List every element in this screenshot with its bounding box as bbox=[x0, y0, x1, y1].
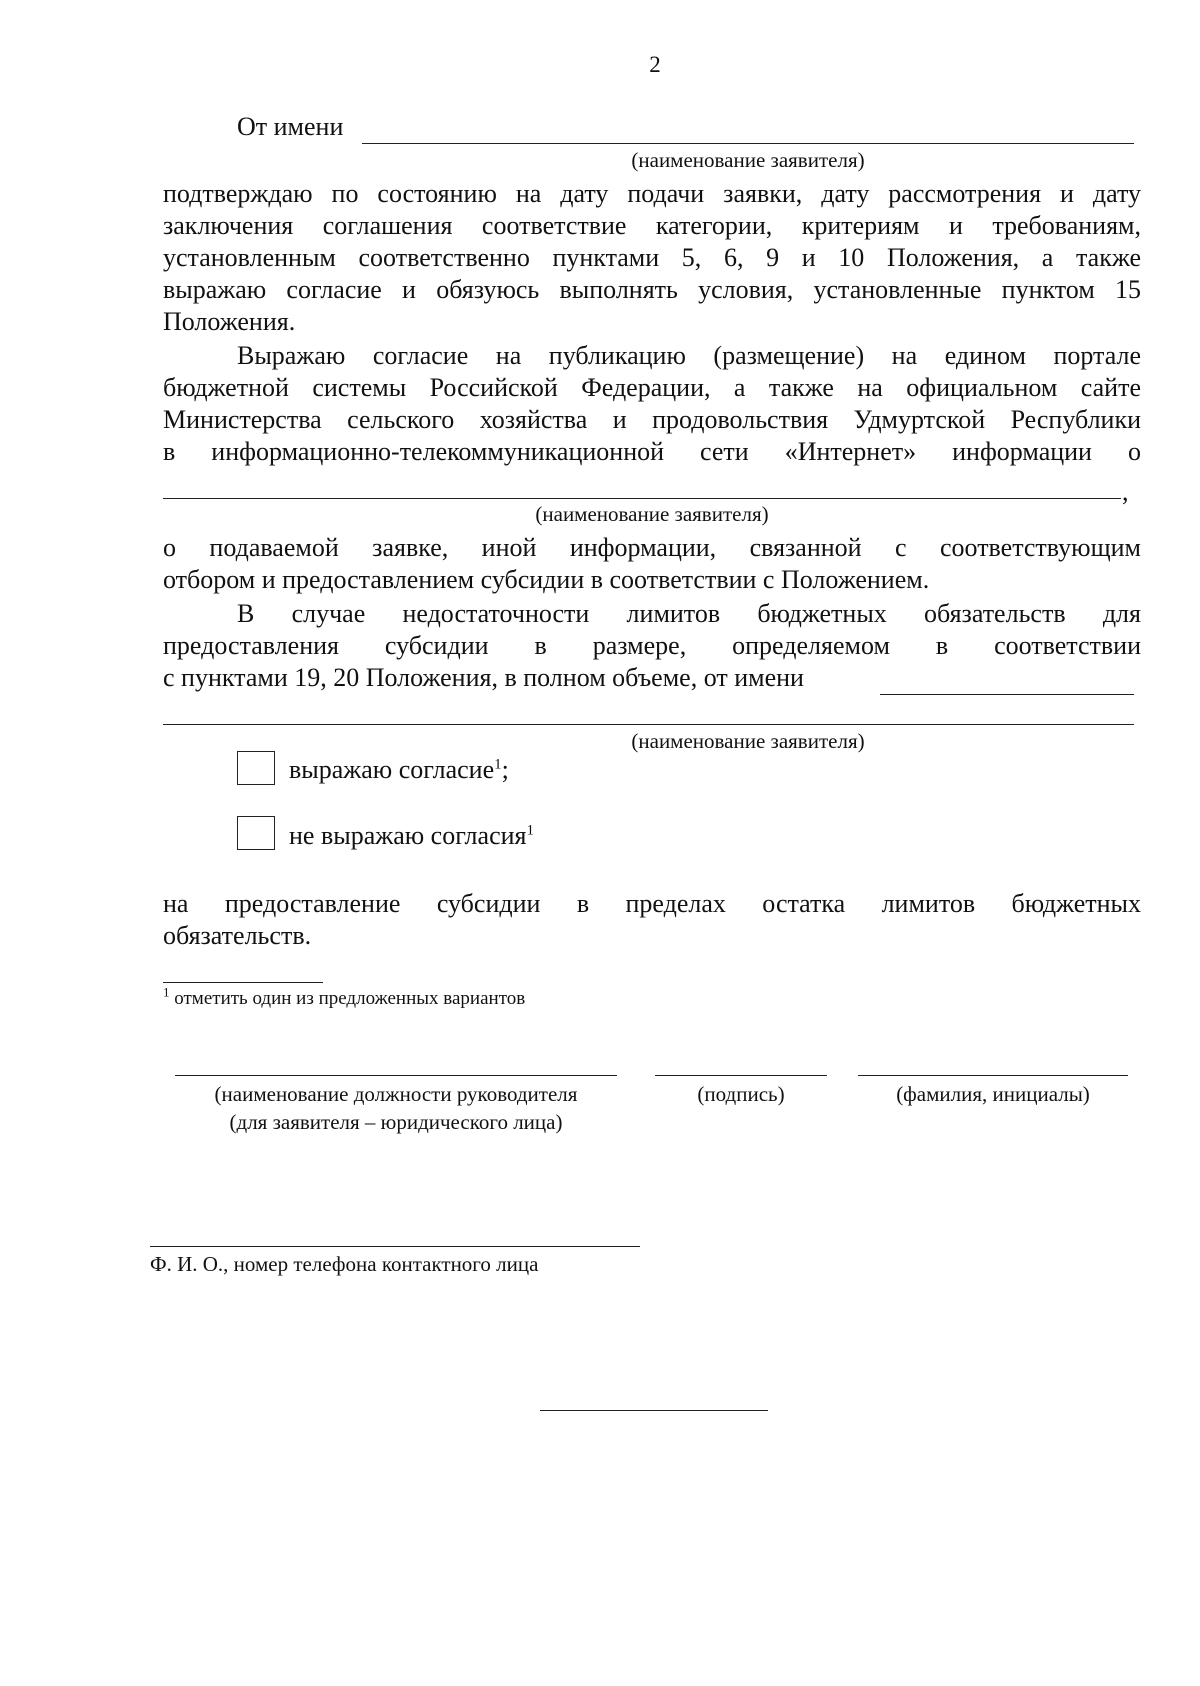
applicant-caption-1: (наименование заявителя) bbox=[631, 148, 865, 172]
paragraph-line: установленным соответственно пунктами 5, 6, 9 и 10 Положения, а также bbox=[163, 243, 1141, 272]
blank-comma: , bbox=[1122, 477, 1129, 506]
contact-caption: Ф. И. О., номер телефона контактного лица bbox=[150, 1252, 539, 1276]
paragraph-line: в информационно-телекоммуникационной сети «Интернет» информации о bbox=[163, 437, 1141, 466]
paragraph-line: выражаю согласие и обязуюсь выполнять условия, установленные пунктом 15 bbox=[163, 275, 1141, 304]
paragraph-line: бюджетной системы Российской Федерации, а также на официальном сайте bbox=[163, 373, 1141, 402]
applicant-name-blank-3a bbox=[880, 694, 1134, 695]
paragraph-line: отбором и предоставлением субсидии в соответствии с Положением. bbox=[163, 565, 930, 594]
position-blank bbox=[175, 1075, 617, 1076]
paragraph-line: с пунктами 19, 20 Положения, в полном объеме, от имени bbox=[163, 663, 804, 692]
paragraph-line: Министерства сельского хозяйства и продовольствия Удмуртской Республики bbox=[163, 405, 1141, 434]
page-number: 2 bbox=[649, 52, 661, 77]
position-caption: (наименование должности руководителя (для заявителя – юридического лица) bbox=[214, 1082, 578, 1134]
no-consent-option-label: не выражаю согласия$^1$ bbox=[289, 821, 534, 850]
contact-blank bbox=[150, 1246, 640, 1247]
applicant-caption-3: (наименование заявителя) bbox=[631, 729, 865, 753]
name-blank bbox=[858, 1075, 1128, 1076]
applicant-caption-2: (наименование заявителя) bbox=[535, 502, 769, 526]
consent-option-label: выражаю согласие$^1$; bbox=[289, 755, 509, 784]
paragraph-line: предоставления субсидии в размере, определяемом в соответствии bbox=[163, 631, 1141, 660]
signature-caption: (подпись) bbox=[697, 1082, 785, 1106]
name-caption: (фамилия, инициалы) bbox=[896, 1082, 1090, 1106]
applicant-name-blank-1 bbox=[362, 143, 1134, 144]
footnote-separator bbox=[163, 982, 323, 983]
paragraph-line: подтверждаю по состоянию на дату подачи заявки, дату рассмотрения и дату bbox=[163, 179, 1141, 208]
consent-checkbox[interactable] bbox=[237, 751, 275, 785]
paragraph-line: заключения соглашения соответствие категории, критериям и требованиям, bbox=[163, 211, 1141, 240]
end-separator bbox=[540, 1410, 768, 1411]
applicant-name-blank-2 bbox=[163, 498, 1121, 499]
signature-blank bbox=[655, 1075, 827, 1076]
paragraph-line: В случае недостаточности лимитов бюджетных обязательств для bbox=[237, 599, 1141, 628]
applicant-name-blank-3b bbox=[163, 724, 1134, 725]
paragraph-line: Выражаю согласие на публикацию (размещение) на едином портале bbox=[237, 341, 1141, 370]
paragraph-line: на предоставление субсидии в пределах остатка лимитов бюджетных bbox=[163, 889, 1141, 918]
footnote: $^1$ отметить один из предложенных вариантов bbox=[163, 984, 526, 1009]
paragraph-line: Положения. bbox=[163, 307, 296, 336]
paragraph-line: о подаваемой заявке, иной информации, связанной с соответствующим bbox=[163, 533, 1141, 562]
no-consent-checkbox[interactable] bbox=[237, 816, 275, 850]
applicant-prefix: От имени bbox=[237, 112, 344, 141]
paragraph-line: обязательств. bbox=[163, 921, 312, 950]
